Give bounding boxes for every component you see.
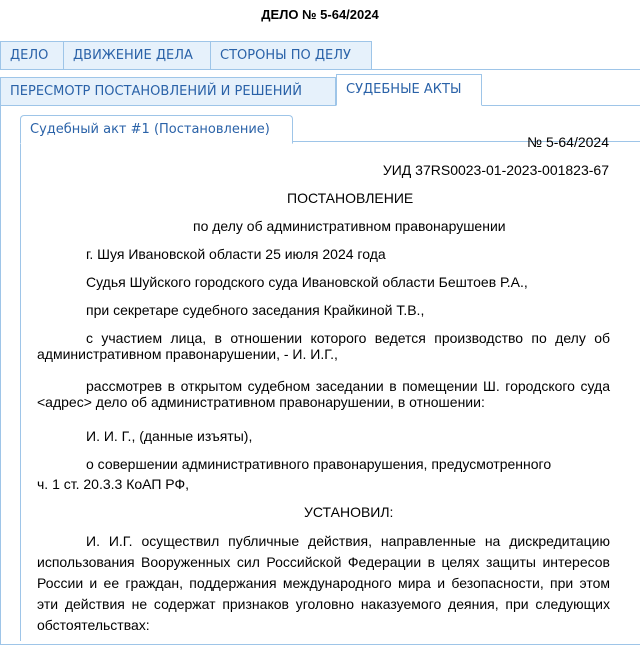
document-heading: ПОСТАНОВЛЕНИЕ <box>287 190 414 206</box>
person-line: И. И. Г., (данные изъяты), <box>86 428 253 444</box>
secretary-line: при секретаре судебного заседания Крайкиной Т.В., <box>86 302 425 318</box>
place-date: г. Шуя Ивановской области 25 июля 2024 года <box>86 246 386 262</box>
judge-line: Судья Шуйского городского суда Ивановской области Бештоев Р.А., <box>86 274 528 290</box>
tab-court-acts[interactable]: СУДЕБНЫЕ АКТЫ <box>336 74 482 106</box>
tab-review[interactable]: ПЕРЕСМОТР ПОСТАНОВЛЕНИЙ И РЕШЕНИЙ <box>0 77 336 106</box>
tab-court-act-1[interactable]: Судебный акт #1 (Постановление) <box>20 115 293 144</box>
tab-case-movement[interactable]: ДВИЖЕНИЕ ДЕЛА <box>63 41 211 70</box>
tab-case[interactable]: ДЕЛО <box>0 41 64 70</box>
offense-line-2: ч. 1 ст. 20.3.3 КоАП РФ, <box>37 476 189 492</box>
considered-paragraph: рассмотрев в открытом судебном заседании в помещении Ш. городского суда <адрес> дело об административном правонарушении, в отношении: <box>37 378 610 410</box>
offense-line-1: о совершении административного правонарушения, предусмотренного <box>86 456 552 472</box>
tab-parties[interactable]: СТОРОНЫ ПО ДЕЛУ <box>210 41 372 70</box>
case-number: № 5-64/2024 <box>527 134 609 150</box>
established-heading: УСТАНОВИЛ: <box>304 504 394 520</box>
document-subheading: по делу об административном правонарушении <box>193 218 506 234</box>
participation-paragraph: с участием лица, в отношении которого ведется производство по делу об административном правонарушении, - И. И.Г., <box>37 330 610 362</box>
case-uid: УИД 37RS0023-01-2023-001823-67 <box>382 162 609 178</box>
case-title: ДЕЛО № 5-64/2024 <box>261 7 379 22</box>
body-paragraph: И. И.Г. осуществил публичные действия, направленные на дискредитацию использования Вооруженных сил Российской Федерации в целях защиты интересов России и ее граждан, поддержания международного мира и безопасности, при этом эти действия не содержат признаков уголовно наказуемого деяния, при следующих обстоятельствах: <box>37 533 610 633</box>
